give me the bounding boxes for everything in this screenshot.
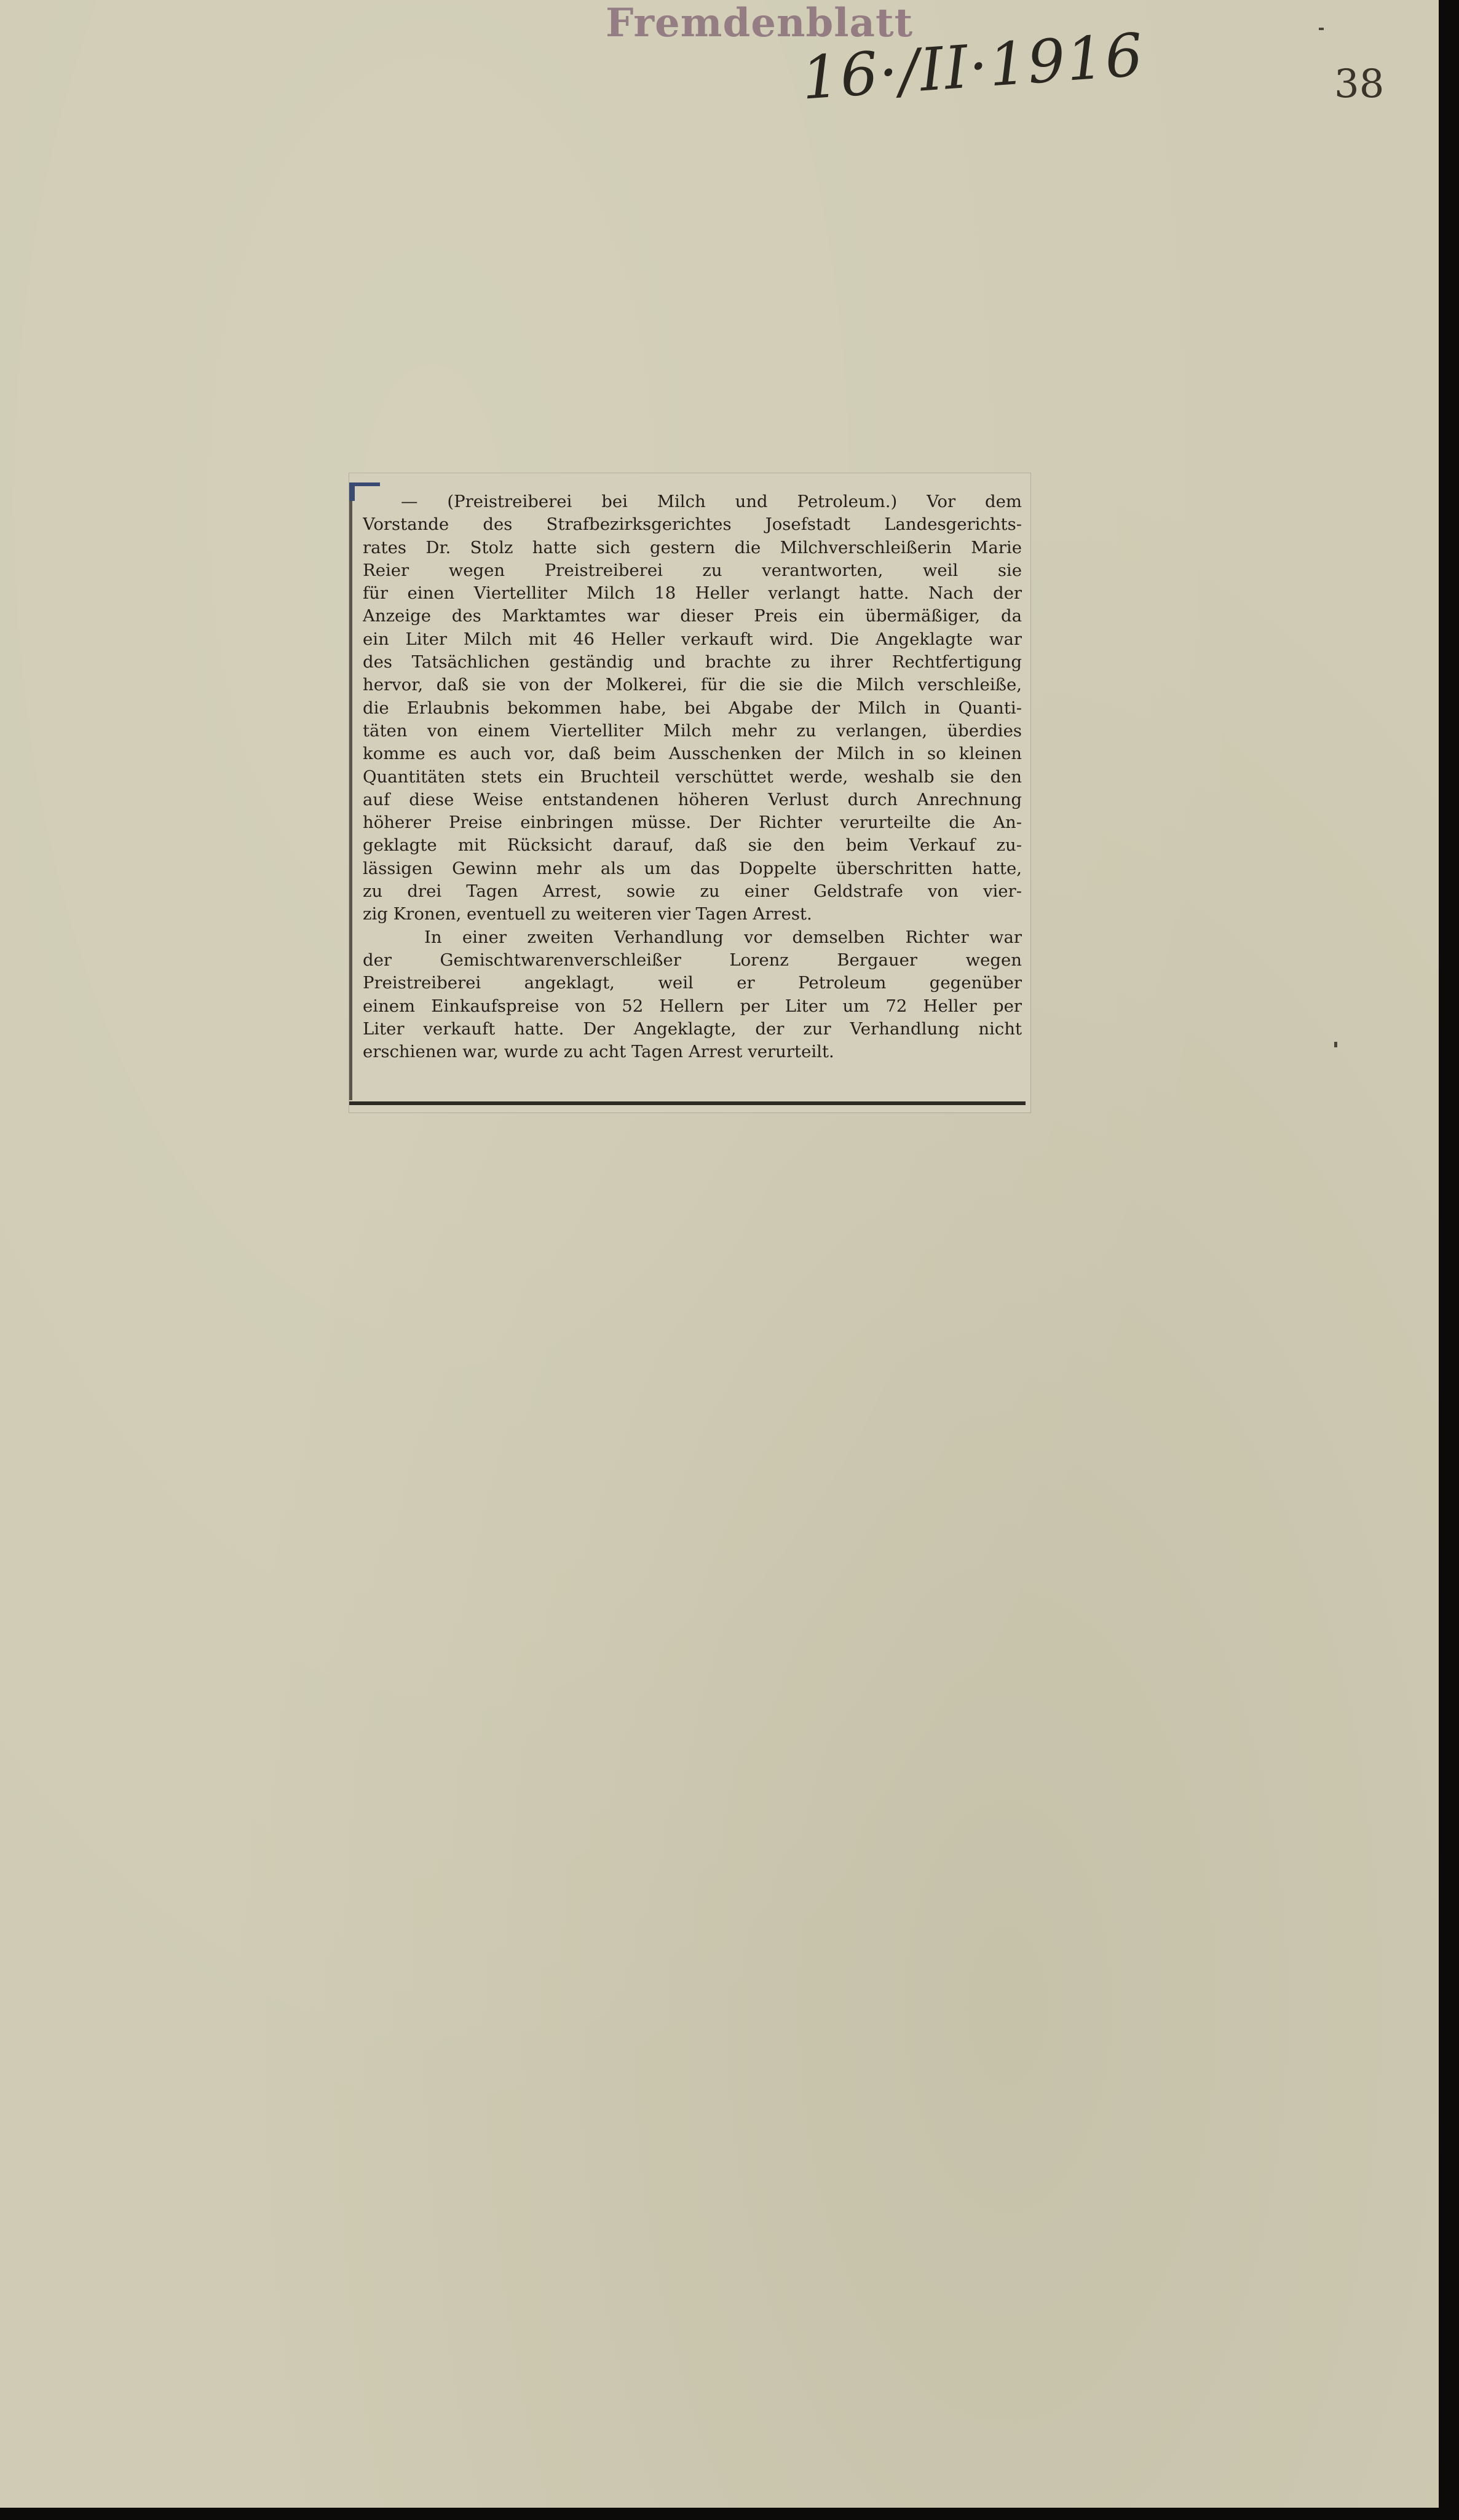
article-line: Liter verkauft hatte. Der Angeklagte, der zur Verhandlung nicht xyxy=(363,1018,1022,1039)
article-line: In einer zweiten Verhandlung vor demselben Richter war xyxy=(424,927,1022,947)
article-line: komme es auch vor, daß beim Ausschenken der Milch in so kleinen xyxy=(363,744,1022,764)
page-number: 38 xyxy=(1334,61,1385,107)
article-line: hervor, daß sie von der Molkerei, für die sie die Milch verschleiße, xyxy=(363,675,1022,695)
article-line: zu drei Tagen Arrest, sowie zu einer Geldstrafe von vier- xyxy=(363,881,1022,902)
article-line: einem Einkaufspreise von 52 Hellern per Liter um 72 Heller per xyxy=(363,996,1022,1016)
ink-speck xyxy=(1334,1042,1337,1047)
article-text xyxy=(363,490,1022,1063)
article-line: erschienen war, wurde zu acht Tagen Arrest verurteilt. xyxy=(363,1042,834,1062)
ink-speck xyxy=(1319,28,1324,30)
handwritten-date: 16·/II·1916 xyxy=(799,20,1147,113)
article-line: ein Liter Milch mit 46 Heller verkauft wird. Die Angeklagte war xyxy=(363,629,1022,649)
article-line: — (Preistreiberei bei Milch und Petroleum.) Vor dem xyxy=(401,492,1022,511)
article-line: die Erlaubnis bekommen habe, bei Abgabe der Milch in Quanti- xyxy=(363,698,1022,718)
newspaper-clipping xyxy=(349,473,1030,1112)
clipping-corner-mark xyxy=(349,482,355,501)
article-line: Quantitäten stets ein Bruchteil verschüttet werde, weshalb sie den xyxy=(363,766,1022,787)
article-line: Anzeige des Marktamtes war dieser Preis ein übermäßiger, da xyxy=(363,606,1022,626)
article-line: geklagte mit Rücksicht darauf, daß sie den beim Verkauf zu- xyxy=(363,835,1022,856)
article-line: des Tatsächlichen geständig und brachte zu ihrer Rechtfertigung xyxy=(363,652,1022,672)
article-line: lässigen Gewinn mehr als um das Doppelte überschritten hatte, xyxy=(363,858,1022,878)
article-line: der Gemischtwarenverschleißer Lorenz Bergauer wegen xyxy=(363,950,1022,970)
article-line: auf diese Weise entstandenen höheren Verlust durch Anrechnung xyxy=(363,789,1022,809)
article-line: höherer Preise einbringen müsse. Der Richter verurteilte die An- xyxy=(363,813,1022,833)
article-line: täten von einem Viertelliter Milch mehr zu verlangen, überdies xyxy=(363,720,1022,741)
newspaper-stamp: Fremdenblatt xyxy=(606,0,914,46)
clipping-left-border xyxy=(349,501,352,1100)
clipping-bottom-rule xyxy=(349,1101,1026,1105)
article-line: Reier wegen Preistreiberei zu verantworten, weil sie xyxy=(363,560,1022,580)
article-line: rates Dr. Stolz hatte sich gestern die Milchverschleißerin Marie xyxy=(363,537,1022,557)
article-line: für einen Viertelliter Milch 18 Heller verlangt hatte. Nach der xyxy=(363,583,1022,604)
article-line: Preistreiberei angeklagt, weil er Petroleum gegenüber xyxy=(363,973,1022,993)
scan-border-bottom xyxy=(0,2508,1459,2520)
article-line: Vorstande des Strafbezirksgerichtes Josefstadt Landesgerichts- xyxy=(363,514,1022,535)
article-line: zig Kronen, eventuell zu weiteren vier Tagen Arrest. xyxy=(363,904,812,924)
scan-border-right xyxy=(1439,0,1459,2520)
